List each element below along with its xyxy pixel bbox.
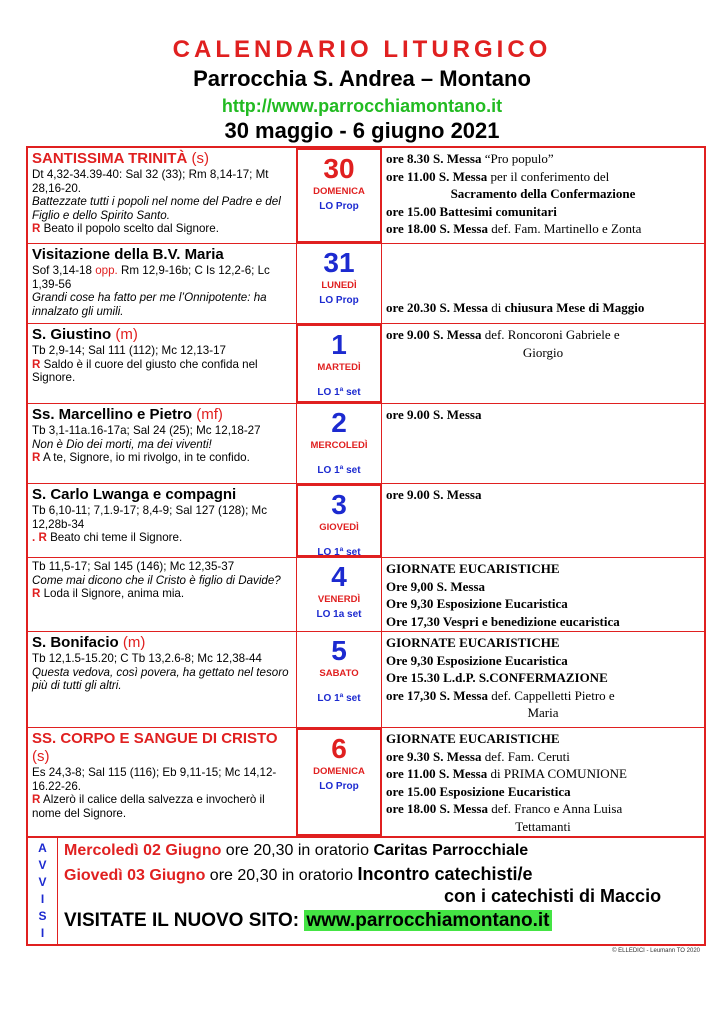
psalm-response (32, 358, 292, 385)
event-line (386, 486, 700, 504)
liturgy-cell (28, 484, 296, 557)
event-time: ore 9.00 S. Messa (386, 487, 482, 502)
avvisi-letter: V (38, 875, 47, 889)
event-line (386, 150, 700, 168)
event-time: ore 9.30 S. Messa (386, 748, 482, 764)
event-time: Ore 17,30 Vespri e benedizione eucaristica (386, 613, 620, 629)
avviso-catechisti (64, 864, 533, 885)
liturgy-office: LO 1a set (316, 609, 362, 620)
readings (32, 766, 292, 793)
events-cell (382, 558, 704, 631)
event-line (386, 652, 700, 670)
event-detail: def. Cappelletti Pietro e (487, 687, 615, 703)
event-detail: def. Franco e Anna Luisa (487, 801, 623, 816)
event-line (386, 783, 700, 801)
liturgy-office: LO Prop (319, 781, 359, 792)
readings (32, 504, 292, 531)
feast-rank: (s) (32, 748, 50, 765)
feast-name-text: S. Carlo Lwanga e compagni (32, 486, 237, 503)
event-line (386, 406, 700, 424)
response-text: Beato il popolo scelto dal Signore. (43, 222, 219, 235)
response-tag: R (32, 357, 41, 371)
weekday: MARTEDÌ (317, 362, 361, 373)
readings (32, 264, 292, 291)
event-line (386, 818, 700, 836)
liturgy-cell (28, 324, 296, 403)
avvisi-box (26, 838, 706, 946)
event-time: Ore 9,00 S. Messa (386, 578, 486, 594)
event-line (386, 299, 700, 317)
day-number: 31 (323, 247, 355, 278)
event-detail: di PRIMA COMUNIONE (487, 766, 627, 781)
liturgy-cell (28, 148, 296, 243)
calendar-table (26, 146, 706, 838)
readings (32, 652, 292, 666)
response-text: Loda il Signore, anima mia. (43, 587, 185, 600)
avviso-event: Incontro catechisti/e (357, 864, 533, 884)
event-time: ore 8.30 S. Messa (386, 151, 482, 166)
calendar-row (28, 728, 704, 836)
event-line (386, 264, 700, 282)
weekday: DOMENICA (313, 766, 365, 777)
feast-name (32, 486, 292, 504)
day-cell (296, 632, 382, 727)
psalm-response (32, 451, 292, 465)
weekday: MERCOLEDÌ (310, 440, 368, 451)
readings-text: Dt 4,32-34.39-40: Sal 32 (33); Rm 8,14-17; Mt 28,16-20. (32, 168, 269, 195)
readings-text: Sof 3,14-18 (32, 264, 92, 277)
event-detail: def. Fam. Martinello e Zonta (487, 221, 642, 236)
avvisi-letter: I (40, 926, 45, 940)
event-line (386, 185, 700, 203)
site-label: VISITATE IL NUOVO SITO: (64, 910, 305, 931)
response-text: Beato chi teme il Signore. (50, 531, 183, 544)
event-detail: “Pro populo” (481, 151, 554, 166)
feast-rank: (s) (191, 150, 209, 167)
event-line (386, 168, 700, 186)
response-text: Saldo è il cuore del giusto che confida nel Signore. (32, 357, 258, 384)
readings (32, 560, 292, 574)
avviso-date: Mercoledì 02 Giugno (64, 842, 222, 859)
events-cell (382, 404, 704, 483)
event-time: Ore 9,30 Esposizione Eucaristica (386, 652, 568, 668)
readings-text: Tb 11,5-17; Sal 145 (146); Mc 12,35-37 (32, 560, 235, 573)
avvisi-label (28, 838, 58, 944)
event-line (386, 326, 700, 344)
avviso-caritas (64, 842, 528, 860)
feast-name (32, 406, 292, 424)
readings-text: Rm 12,9-16b; C Is 12,2-6; Lc 1,39-56 (32, 264, 270, 291)
event-detail: di (487, 299, 505, 315)
event-line (386, 704, 700, 722)
event-line (386, 613, 700, 631)
antiphon-text: Non è Dio dei morti, ma dei viventi! (32, 437, 212, 451)
page-title: CALENDARIO LITURGICO (172, 36, 552, 63)
readings (32, 168, 292, 195)
avviso-event: con i catechisti di Maccio (444, 886, 662, 906)
event-line (386, 730, 700, 748)
readings-text: Es 24,3-8; Sal 115 (116); Eb 9,11-15; Mc 14,12-16.22-26. (32, 766, 277, 793)
event-detail: per il conferimento del (487, 168, 610, 184)
liturgy-cell (28, 558, 296, 631)
day-cell (296, 148, 382, 243)
antiphon-text: Come mai dicono che il Cristo è figlio di Davide? (32, 573, 281, 587)
antiphon-text: Grandi cose ha fatto per me l’Onnipotente: ha innalzato gli umili. (32, 291, 267, 318)
calendar-row (28, 244, 704, 324)
calendar-row (28, 404, 704, 484)
day-number: 5 (331, 635, 347, 666)
antiphon (32, 195, 292, 222)
feast-name-text: Ss. Marcellino e Pietro (32, 406, 193, 423)
feast-name-text: SANTISSIMA TRINITÀ (32, 150, 188, 167)
day-cell (296, 484, 382, 557)
liturgy-office: LO Prop (319, 201, 359, 212)
event-time: GIORNATE EUCARISTICHE (386, 635, 560, 650)
feast-name-text: S. Giustino (32, 326, 112, 343)
event-detail: Tettamanti (515, 818, 571, 834)
event-detail: Maria (527, 705, 559, 720)
event-line (386, 560, 700, 578)
liturgy-cell (28, 244, 296, 323)
event-time: ore 18.00 S. Messa (386, 221, 488, 236)
feast-name (32, 634, 292, 652)
avviso-text: ore 20,30 in oratorio (205, 867, 358, 884)
weekday: LUNEDÌ (321, 280, 357, 291)
event-time: GIORNATE EUCARISTICHE (386, 731, 560, 746)
feast-name (32, 150, 292, 168)
avviso-maccio (444, 886, 661, 907)
day-number: 30 (323, 153, 355, 184)
event-line (386, 687, 700, 705)
events-cell (382, 244, 704, 323)
site-link[interactable]: www.parrocchiamontano.it (306, 910, 550, 931)
day-cell (296, 324, 382, 403)
avvisi-letter: A (38, 841, 47, 855)
response-text: A te, Signore, io mi rivolgo, in te confido. (42, 451, 250, 464)
readings-text: Tb 6,10-11; 7,1.9-17; 8,4-9; Sal 127 (128); Mc 12,28b-34 (32, 504, 268, 531)
copyright: © ELLEDICI - Leumann TO 2020 (612, 948, 700, 954)
parish-name: Parrocchia S. Andrea – Montano (193, 66, 531, 91)
event-line (386, 634, 700, 652)
readings-opp: opp. (95, 264, 118, 277)
event-line (386, 203, 700, 221)
avviso-date: Giovedì 03 Giugno (64, 867, 206, 884)
calendar-row (28, 324, 704, 404)
event-time: ore 17,30 S. Messa (386, 687, 488, 703)
events-cell (382, 728, 704, 836)
psalm-response (32, 587, 292, 601)
event-detail: def. Fam. Ceruti (481, 748, 570, 764)
event-time: ore 9.00 S. Messa (386, 327, 482, 342)
day-number: 6 (331, 733, 347, 764)
day-cell (296, 728, 382, 836)
readings-text: Tb 2,9-14; Sal 111 (112); Mc 12,13-17 (32, 344, 226, 357)
event-time: ore 9.00 S. Messa (386, 407, 482, 422)
weekday: DOMENICA (313, 186, 365, 197)
feast-rank: (mf) (196, 406, 223, 423)
response-tag: R (32, 222, 41, 235)
liturgy-cell (28, 632, 296, 727)
antiphon-text: Battezzate tutti i popoli nel nome del Padre e del Figlio e dello Spirito Santo. (32, 195, 281, 222)
event-line (386, 800, 700, 818)
response-tag: R (32, 451, 41, 464)
response-tag: R (32, 793, 41, 806)
event-time: ore 11.00 S. Messa (386, 766, 488, 781)
avvisi-letter: I (40, 892, 45, 906)
liturgy-office: LO 1ª set (317, 465, 361, 476)
antiphon-text: Questa vedova, così povera, ha gettato nel tesoro più di tutti gli altri. (32, 665, 289, 692)
event-line (386, 578, 700, 596)
weekday: GIOVEDÌ (319, 522, 359, 533)
event-line (386, 748, 700, 766)
event-detail: def. Roncoroni Gabriele e (481, 327, 620, 342)
liturgy-office: LO 1ª set (317, 547, 361, 558)
event-line (386, 595, 700, 613)
parish-url[interactable]: http://www.parrocchiamontano.it (221, 96, 503, 116)
day-number: 3 (331, 489, 347, 520)
events-cell (382, 148, 704, 243)
weekday: SABATO (319, 668, 359, 679)
calendar-row (28, 632, 704, 728)
event-time: ore 18.00 S. Messa (386, 801, 488, 816)
event-time: ore 11.00 S. Messa (386, 168, 488, 184)
feast-name (32, 246, 292, 264)
feast-name-text: S. Bonifacio (32, 634, 119, 651)
feast-rank: (m) (122, 634, 146, 651)
readings (32, 424, 292, 438)
event-time: Sacramento della Confermazione (450, 186, 636, 201)
antiphon (32, 574, 292, 588)
event-line (386, 281, 700, 299)
day-number: 2 (331, 407, 347, 438)
event-line (386, 669, 700, 687)
event-time: GIORNATE EUCARISTICHE (386, 561, 560, 576)
calendar-row (28, 148, 704, 244)
avviso-text: ore 20,30 in oratorio (221, 842, 374, 859)
antiphon (32, 666, 292, 693)
event-time: Ore 15.30 L.d.P. S.CONFERMAZIONE (386, 670, 608, 685)
event-time: ore 20.30 S. Messa (386, 299, 488, 315)
response-text: Alzerò il calice della salvezza e invocherò il nome del Signore. (32, 793, 265, 820)
event-time: ore 15.00 Esposizione Eucaristica (386, 783, 571, 799)
readings-text: Tb 12,1.5-15.20; C Tb 13,2.6-8; Mc 12,38-44 (32, 652, 262, 665)
readings (32, 344, 292, 358)
psalm-response (32, 793, 292, 820)
avvisi-letter: S (38, 909, 47, 923)
day-cell (296, 244, 382, 323)
feast-name-text: Visitazione della B.V. Maria (32, 246, 224, 263)
readings-text: Tb 3,1-11a.16-17a; Sal 24 (25); Mc 12,18-27 (32, 424, 261, 437)
response-tag: R (32, 587, 41, 600)
day-cell (296, 404, 382, 483)
liturgy-office: LO 1ª set (317, 693, 361, 704)
response-tag: . R (32, 531, 47, 544)
antiphon (32, 438, 292, 452)
liturgy-office: LO Prop (319, 295, 359, 306)
liturgy-cell (28, 404, 296, 483)
day-cell (296, 558, 382, 631)
events-cell (382, 632, 704, 727)
feast-name-text: SS. CORPO E SANGUE DI CRISTO (32, 730, 278, 747)
liturgy-office: LO 1ª set (317, 387, 361, 398)
event-line (386, 344, 700, 362)
calendar-row (28, 484, 704, 558)
event-highlight: chiusura Mese di Maggio (504, 299, 645, 315)
feast-name (32, 326, 292, 344)
antiphon (32, 291, 292, 318)
psalm-response (32, 222, 292, 236)
event-time: Ore 9,30 Esposizione Eucaristica (386, 596, 568, 611)
day-number: 4 (331, 561, 347, 592)
avvisi-letter: V (38, 858, 47, 872)
event-line (386, 765, 700, 783)
event-line (386, 220, 700, 238)
liturgy-cell (28, 728, 296, 836)
weekday: VENERDÌ (317, 594, 361, 605)
event-time: ore 15.00 Battesimi comunitari (386, 203, 557, 219)
event-line (386, 246, 700, 264)
avviso-event: Caritas Parrocchiale (373, 842, 529, 859)
feast-rank: (m) (115, 326, 138, 343)
events-cell (382, 324, 704, 403)
psalm-response (32, 531, 292, 545)
calendar-row (28, 558, 704, 632)
feast-name (32, 730, 292, 766)
events-cell (382, 484, 704, 557)
new-site-notice (64, 910, 552, 932)
event-detail: Giorgio (522, 344, 564, 360)
date-range: 30 maggio - 6 giugno 2021 (224, 118, 500, 143)
day-number: 1 (331, 329, 347, 360)
